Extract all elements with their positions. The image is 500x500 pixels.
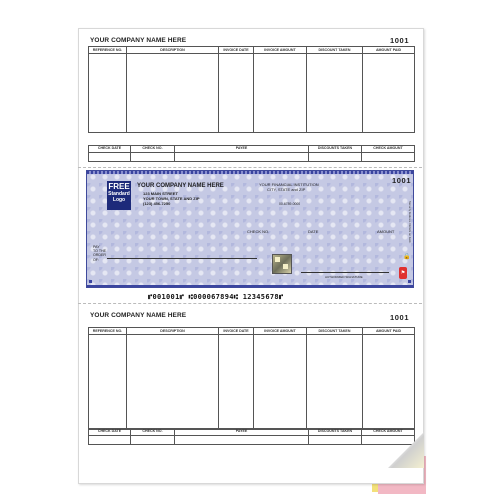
col-invoice-date: INVOICE DATE <box>219 328 254 335</box>
security-hologram-icon <box>272 254 292 274</box>
footer-check-date: CHECK DATE <box>89 429 131 436</box>
footer-discounts-taken: DISCOUNTS TAKEN <box>309 146 362 153</box>
footer-check-no: CHECK NO. <box>131 146 175 153</box>
col-description: DESCRIPTION <box>127 47 219 54</box>
corner-mark <box>89 280 92 283</box>
bottom-stub-company-name: YOUR COMPANY NAME HERE <box>90 312 187 319</box>
cell-amount-paid <box>363 335 415 430</box>
check-company-name: YOUR COMPANY NAME HERE <box>137 183 224 189</box>
cell-description <box>127 335 219 430</box>
perforation-line <box>78 303 422 304</box>
cell-description <box>127 54 219 133</box>
payee-line <box>107 258 257 259</box>
footer-check-amount: CHECK AMOUNT <box>362 429 415 436</box>
security-seal-icon: ⚑ <box>399 267 407 279</box>
footer-check-no: CHECK NO. <box>131 429 175 436</box>
top-stub-footer <box>88 145 415 162</box>
check-body <box>86 170 414 288</box>
check-bottom-band <box>87 285 413 287</box>
top-stub-company-name: YOUR COMPANY NAME HERE <box>90 37 187 44</box>
footer-payee: PAYEE <box>175 429 309 436</box>
perforation-line <box>78 167 422 168</box>
check-address-line1: 123 MAIN STREET <box>143 191 178 196</box>
signature-label: AUTHORIZED SIGNATURE <box>325 275 363 279</box>
check-no-label: CHECK NO. <box>247 229 270 234</box>
bank-city: CITY, STATE and ZIP <box>267 187 306 192</box>
col-invoice-date: INVOICE DATE <box>219 47 254 54</box>
cell-invoice-date <box>219 335 254 430</box>
col-discount-taken: DISCOUNT TAKEN <box>307 328 363 335</box>
footer-check-date: CHECK DATE <box>89 146 131 153</box>
top-stub-table <box>88 46 415 133</box>
col-reference-no: REFERENCE NO. <box>89 47 127 54</box>
check-top-band <box>87 171 413 174</box>
amount-label: AMOUNT <box>377 229 395 234</box>
col-invoice-amount: INVOICE AMOUNT <box>254 328 307 335</box>
signature-line <box>301 272 389 273</box>
col-amount-paid: AMOUNT PAID <box>363 328 415 335</box>
footer-payee: PAYEE <box>175 146 309 153</box>
bottom-stub-footer <box>88 428 415 445</box>
company-logo: FREE Standard Logo <box>107 181 131 210</box>
col-discount-taken: DISCOUNT TAKEN <box>307 47 363 54</box>
routing-fraction: 00-6789-0000 <box>279 202 301 206</box>
cell-discount <box>307 54 363 133</box>
corner-mark <box>408 280 411 283</box>
cell-reference <box>89 54 127 133</box>
col-description: DESCRIPTION <box>127 328 219 335</box>
footer-check-amount: CHECK AMOUNT <box>362 146 415 153</box>
bottom-stub-check-number: 1001 <box>390 313 410 322</box>
micr-line: ⑈001001⑈ ⑆000067894⑆ 12345678⑈ <box>148 293 284 301</box>
cell-invoice-amount <box>254 335 307 430</box>
footer-discounts-taken: DISCOUNTS TAKEN <box>309 429 362 436</box>
col-invoice-amount: INVOICE AMOUNT <box>254 47 307 54</box>
cell-discount <box>307 335 363 430</box>
top-stub-check-number: 1001 <box>390 36 410 45</box>
check-phone: (123) 456-7250 <box>143 201 171 206</box>
bank-name: YOUR FINANCIAL INSTITUTION <box>259 182 319 187</box>
pay-to-label: PAY TO THE ORDER OF: <box>93 245 107 262</box>
bottom-stub-table <box>88 327 415 430</box>
col-amount-paid: AMOUNT PAID <box>363 47 415 54</box>
padlock-icon: 🔒 <box>403 254 411 260</box>
cell-reference <box>89 335 127 430</box>
security-features-note: Security features. Details on back. <box>408 201 412 244</box>
cell-amount-paid <box>363 54 415 133</box>
date-label: DATE <box>308 229 319 234</box>
cell-invoice-date <box>219 54 254 133</box>
check-number: 1001 <box>392 176 412 185</box>
cell-invoice-amount <box>254 54 307 133</box>
col-reference-no: REFERENCE NO. <box>89 328 127 335</box>
check-address-line2: YOUR TOWN, STATE AND ZIP <box>143 196 200 201</box>
